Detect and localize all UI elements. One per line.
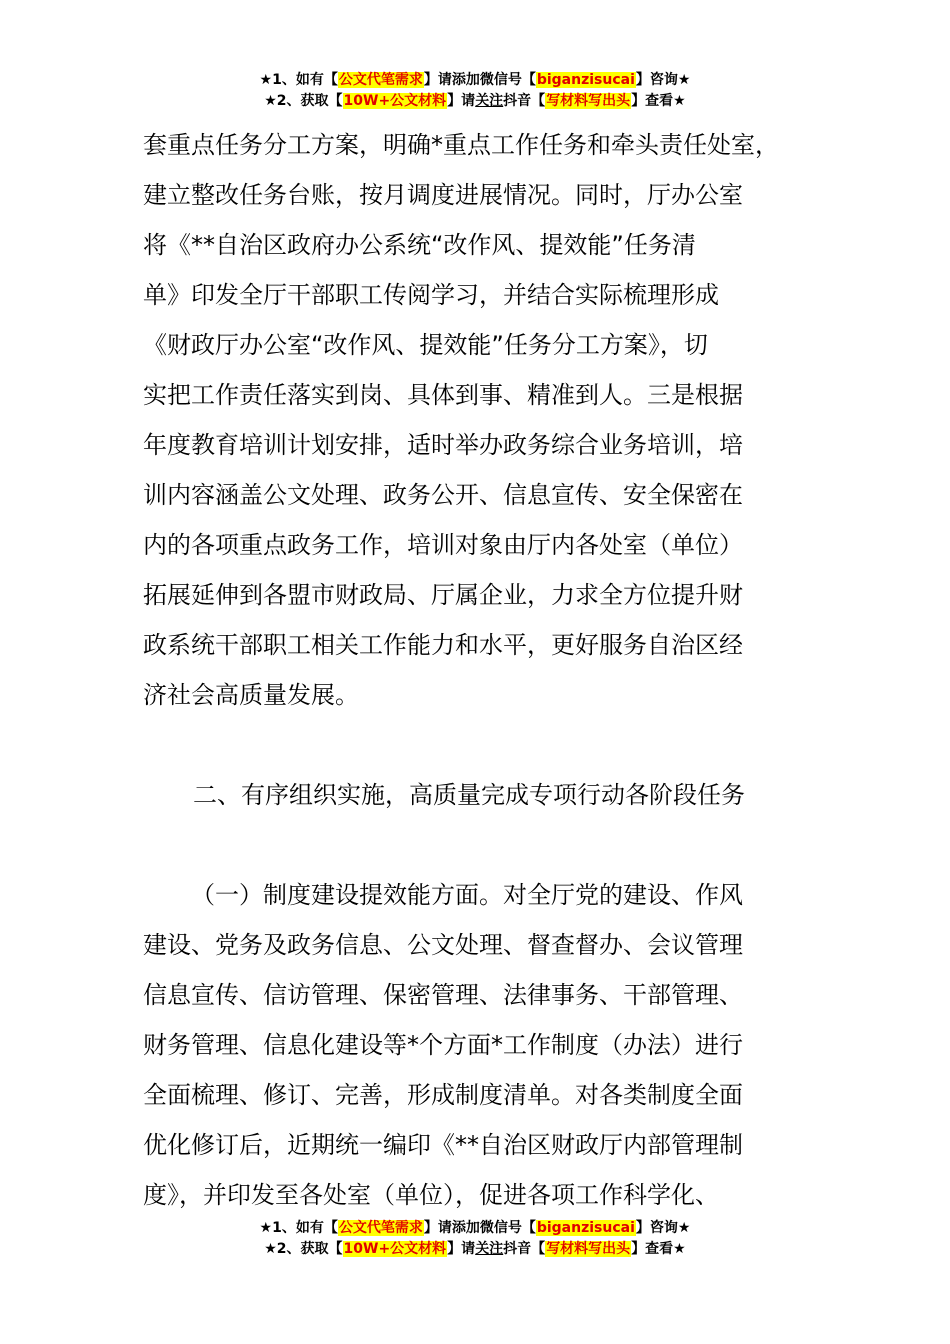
promo-highlight: 10W+公文材料 <box>343 93 447 109</box>
text-line: 信息宣传、信访管理、保密管理、法律事务、干部管理、 <box>143 981 743 1009</box>
text-line: 建设、党务及政务信息、公文处理、督查督办、会议管理 <box>143 931 743 959</box>
promo-text: 微信号【 <box>479 1220 536 1236</box>
text-line: 将《**自治区政府办公系统“改作风、提效能”任务清 <box>143 231 696 259</box>
promo-text: ★2、获取【 <box>264 93 343 109</box>
promo-line-1 <box>0 1218 950 1239</box>
promo-highlight: 10W+公文材料 <box>343 1241 447 1257</box>
promo-line-2 <box>0 1239 950 1260</box>
text-line: 财务管理、信息化建设等*个方面*工作制度（办法）进行 <box>143 1031 743 1059</box>
document-body <box>143 120 823 1220</box>
promo-banner-bottom <box>0 1218 950 1260</box>
text-line: 度》，并印发至各处室（单位），促进各项工作科学化、 <box>143 1181 719 1209</box>
promo-text: ★1、如有【 <box>259 72 338 88</box>
text-line: 套重点任务分工方案，明确*重点工作任务和牵头责任处室， <box>143 131 779 159</box>
promo-text: ★2、获取【 <box>264 1241 343 1257</box>
promo-text: 抖音【 <box>503 1241 546 1257</box>
text-line: 内的各项重点政务工作，培训对象由厅内各处室（单位） <box>143 531 743 559</box>
promo-wechat-id: biganzisucai <box>536 72 635 88</box>
promo-line-2 <box>0 91 950 112</box>
promo-text: 】请 <box>447 1241 476 1257</box>
text-line: 训内容涵盖公文处理、政务公开、信息宣传、安全保密在 <box>143 481 743 509</box>
promo-text: 】请 <box>447 93 476 109</box>
promo-wechat-id: biganzisucai <box>536 1220 635 1236</box>
paragraph-2 <box>143 870 823 1220</box>
text-line: 单》印发全厅干部职工传阅学习，并结合实际梳理形成 <box>143 281 719 309</box>
promo-line-1 <box>0 70 950 91</box>
promo-text-underlined: 关注 <box>475 93 504 109</box>
text-line: 优化修订后，近期统一编印《**自治区财政厅内部管理制 <box>143 1131 743 1159</box>
text-line: 政系统干部职工相关工作能力和水平，更好服务自治区经 <box>143 631 743 659</box>
promo-text: ★1、如有【 <box>259 1220 338 1236</box>
text-line: 全面梳理、修订、完善，形成制度清单。对各类制度全面 <box>143 1081 743 1109</box>
promo-text-bold: 加 <box>465 1220 480 1236</box>
section-heading: 二、有序组织实施，高质量完成专项行动各阶段任务 <box>193 781 745 809</box>
promo-text: 】查看★ <box>631 93 686 109</box>
promo-text: 】咨询★ <box>635 72 691 88</box>
promo-douyin-id: 写材料写出头 <box>546 1241 631 1257</box>
promo-text-bold: 加 <box>465 72 480 88</box>
promo-banner-top <box>0 70 950 112</box>
text-line: 年度教育培训计划安排，适时举办政务综合业务培训，培 <box>143 431 743 459</box>
promo-text-underlined: 关注 <box>475 1241 504 1257</box>
paragraph-spacer <box>143 720 823 770</box>
promo-highlight: 公文代笔需求 <box>338 1220 423 1236</box>
text-line: （一）制度建设提效能方面。对全厅党的建设、作风 <box>191 881 743 909</box>
promo-text: 】咨询★ <box>635 1220 691 1236</box>
text-line: 实把工作责任落实到岗、具体到事、精准到人。三是根据 <box>143 381 743 409</box>
promo-douyin-id: 写材料写出头 <box>546 93 631 109</box>
text-line: 《财政厅办公室“改作风、提效能”任务分工方案》，切 <box>143 331 708 359</box>
promo-text: 】查看★ <box>631 1241 686 1257</box>
promo-text: 抖音【 <box>503 93 546 109</box>
paragraph-1 <box>143 120 823 720</box>
promo-text: 】请添 <box>423 72 466 88</box>
text-line: 济社会高质量发展。 <box>143 681 359 709</box>
text-line: 建立整改任务台账，按月调度进展情况。同时，厅办公室 <box>143 181 743 209</box>
promo-text: 】请添 <box>423 1220 466 1236</box>
paragraph-spacer <box>143 820 823 870</box>
promo-text: 微信号【 <box>479 72 536 88</box>
promo-highlight: 公文代笔需求 <box>338 72 423 88</box>
text-line: 拓展延伸到各盟市财政局、厅属企业，力求全方位提升财 <box>143 581 743 609</box>
